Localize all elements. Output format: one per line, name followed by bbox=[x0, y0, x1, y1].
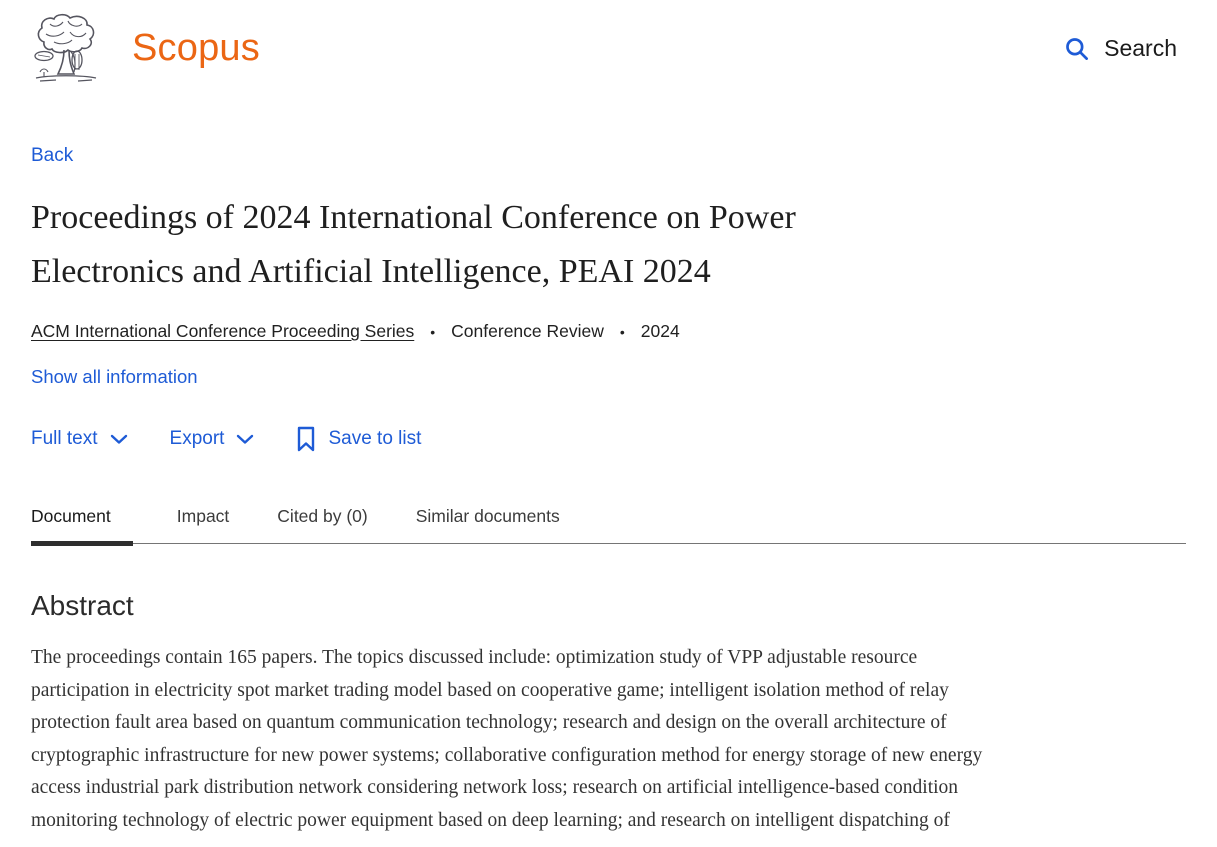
show-all-information-link[interactable]: Show all information bbox=[31, 366, 198, 387]
meta-separator: • bbox=[619, 323, 625, 340]
abstract-line: monitoring technology of electric power equipment based on deep learning; and research on intelligent dispatching of bbox=[31, 809, 950, 831]
tab-cited-by[interactable]: Cited by (0) bbox=[277, 506, 368, 526]
document-title-line1: Proceedings of 2024 International Conference on Power bbox=[31, 199, 796, 236]
tab-document[interactable]: Document bbox=[31, 506, 133, 546]
abstract-line: participation in electricity spot market trading model based on cooperative game; intelligent isolation method of relay bbox=[31, 679, 949, 701]
abstract-line: cryptographic infrastructure for new power systems; collaborative configuration method for energy storage of new energy bbox=[31, 744, 983, 766]
chevron-down-icon bbox=[110, 433, 128, 445]
scopus-wordmark[interactable]: Scopus bbox=[132, 26, 260, 69]
document-meta-row bbox=[31, 321, 1186, 342]
document-details-page bbox=[0, 88, 1217, 838]
back-link[interactable]: Back bbox=[31, 145, 74, 166]
chevron-down-icon bbox=[236, 433, 254, 445]
save-to-list-button[interactable] bbox=[296, 426, 421, 452]
document-title bbox=[31, 191, 1071, 299]
document-tabs bbox=[31, 506, 1186, 544]
bookmark-icon bbox=[296, 426, 316, 452]
abstract-line: The proceedings contain 165 papers. The topics discussed include: optimization study of VPP adjustable resource bbox=[31, 647, 918, 668]
source-title-link[interactable]: ACM International Conference Proceeding Series bbox=[31, 321, 415, 341]
search-button[interactable] bbox=[1063, 35, 1177, 62]
export-label: Export bbox=[169, 428, 225, 449]
top-header bbox=[0, 0, 1217, 88]
document-type: Conference Review bbox=[451, 321, 604, 341]
abstract-heading: Abstract bbox=[31, 590, 134, 621]
publication-year: 2024 bbox=[640, 321, 680, 341]
tab-impact[interactable]: Impact bbox=[176, 506, 230, 526]
meta-separator: • bbox=[430, 323, 436, 340]
scopus-brand[interactable] bbox=[30, 11, 260, 85]
tab-similar-documents[interactable]: Similar documents bbox=[415, 506, 560, 526]
save-to-list-label: Save to list bbox=[328, 428, 422, 449]
elsevier-tree-icon bbox=[30, 11, 102, 85]
abstract-line: protection fault area based on quantum communication technology; research and design on the overall architecture of bbox=[31, 712, 947, 734]
full-text-dropdown[interactable] bbox=[31, 428, 128, 450]
document-title-line2: Electronics and Artificial Intelligence, PEAI 2024 bbox=[31, 253, 711, 290]
search-label: Search bbox=[1104, 34, 1177, 61]
abstract-text bbox=[31, 642, 1186, 838]
full-text-label: Full text bbox=[31, 428, 98, 449]
abstract-line: access industrial park distribution network considering network loss; research on artificial intelligence-based condition bbox=[31, 777, 959, 799]
document-actions-row bbox=[31, 426, 1186, 452]
search-icon bbox=[1063, 35, 1090, 62]
export-dropdown[interactable] bbox=[170, 428, 255, 450]
